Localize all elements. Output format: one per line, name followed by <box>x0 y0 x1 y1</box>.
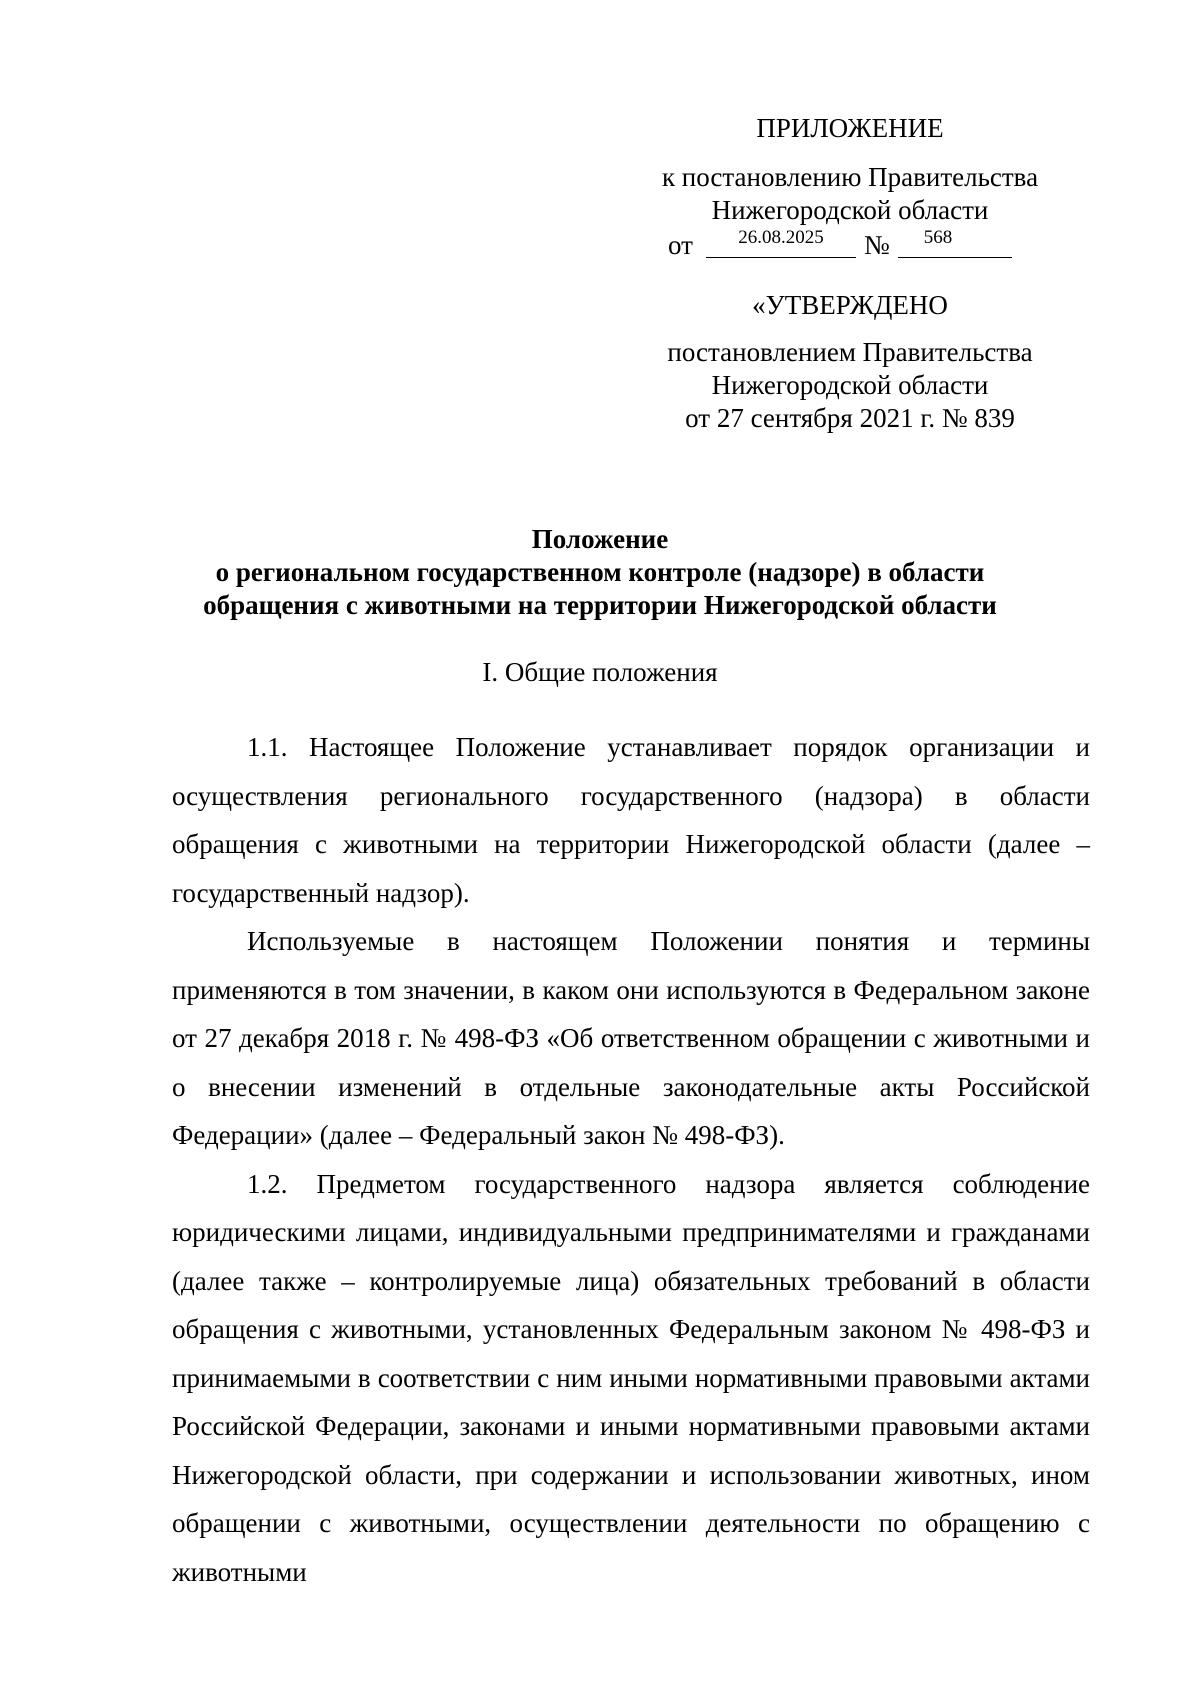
decree-number: 568 <box>923 227 953 248</box>
decree-date: 26.08.2025 <box>738 227 824 248</box>
appendix-line-1: к постановлению Правительства <box>661 162 1039 192</box>
appendix-block <box>620 112 1080 435</box>
paragraph: Используемые в настоящем Положении понятия и термины применяются в том значении, в каком они используются в Федеральном законе от 27 декабря 2018 г. № 498-ФЗ «Об ответственном обращении с животными и о внесении изменений в отдельные законодательные акты Российской Федерации» (далее – Федеральный закон № 498-ФЗ). <box>172 926 1090 1150</box>
title-line-2: о региональном государственном контроле (надзоре) в области <box>215 557 985 587</box>
approved-heading: «УТВЕРЖДЕНО <box>752 290 948 320</box>
title-line-1: Положение <box>531 524 669 554</box>
document-body <box>172 723 1090 1596</box>
approved-line-3: от 27 сентября 2021 г. № 839 <box>685 403 1015 433</box>
document-title <box>150 523 1050 622</box>
paragraph: 1.2. Предметом государственного надзора является соблюдение юридическими лицами, индивидуальными предпринимателями и гражданами (далее также – контролируемые лица) обязательных требований в области обращения с животными, установленных Федеральным законом № 498-ФЗ и принимаемыми в соответствии с ним иными нормативными правовыми актами Российской Федерации, законами и иными нормативными правовыми актами Нижегородской области, при содержании и использовании животных, ином обращении с животными, осуществлении деятельности по обращению с животными <box>172 1168 1090 1587</box>
paragraph: 1.1. Настоящее Положение устанавливает порядок организации и осуществления регионального государственного (надзора) в области обращения с животными на территории Нижегородской области (далее – государственный надзор). <box>172 732 1090 908</box>
appendix-date-row <box>620 227 1080 263</box>
appendix-line-2: Нижегородской области <box>711 195 989 225</box>
number-sign: № <box>864 230 890 260</box>
approved-line-1: постановлением Правительства <box>667 337 1033 367</box>
title-line-3: обращения с животными на территории Нижегородской области <box>203 590 997 620</box>
from-label: от <box>668 230 693 260</box>
appendix-heading: ПРИЛОЖЕНИЕ <box>756 113 944 143</box>
approved-line-2: Нижегородской области <box>711 370 989 400</box>
section-heading: I. Общие положения <box>482 657 718 687</box>
